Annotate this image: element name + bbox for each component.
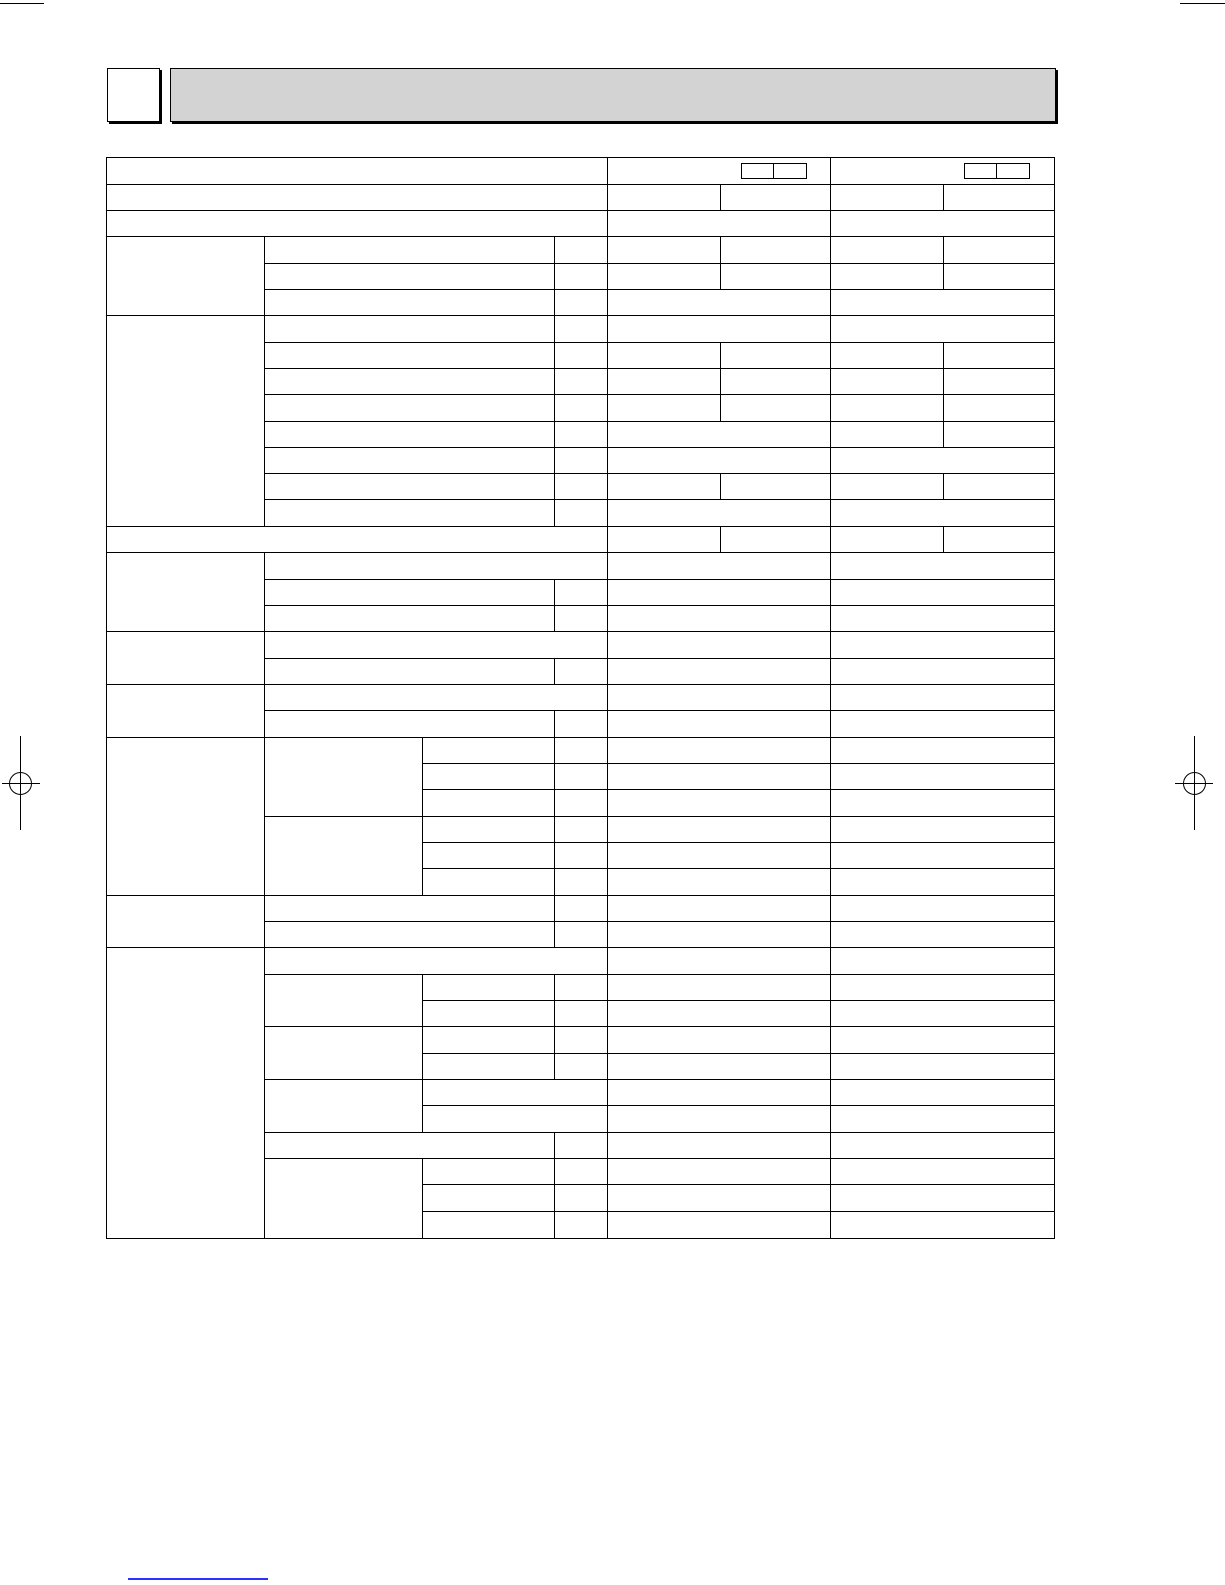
model-2-option-box-1 [965, 164, 997, 179]
registration-mark-icon [0, 736, 42, 830]
table-row-lines [106, 185, 1055, 1212]
model-2-option-box-2 [997, 164, 1030, 179]
table-frame [107, 158, 1055, 1239]
registration-mark-icon [1173, 736, 1215, 830]
table-column-lines [265, 157, 944, 1239]
model-1-option-box-1 [742, 164, 774, 179]
model-option-boxes [742, 164, 1030, 179]
model-1-option-box-2 [774, 164, 807, 179]
footer-link-underline [128, 1578, 268, 1580]
